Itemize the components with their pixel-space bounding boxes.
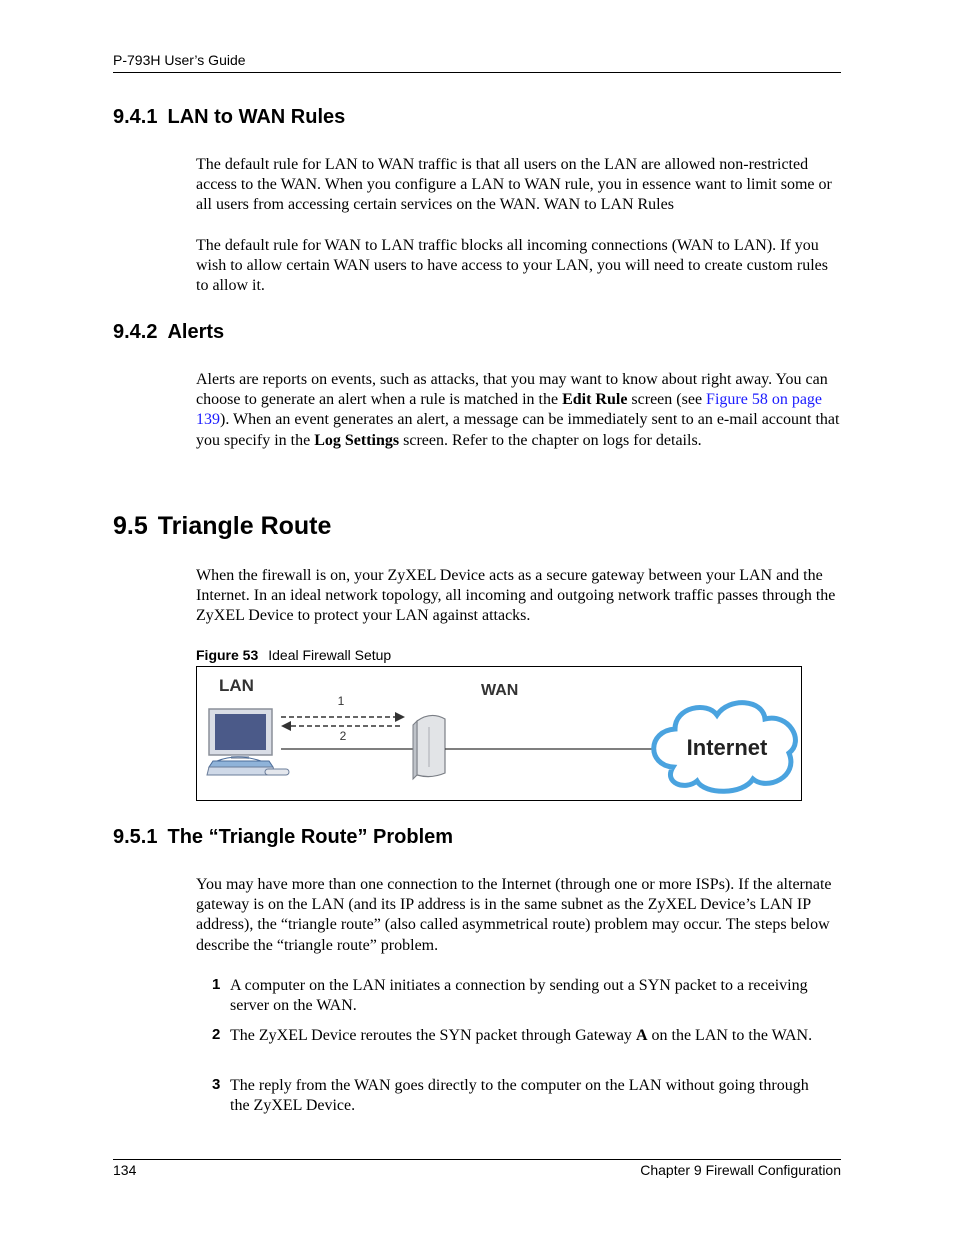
page-number: 134 (113, 1162, 137, 1178)
step-number: 1 (212, 976, 221, 993)
step-number: 3 (212, 1076, 221, 1093)
internet-label: Internet (686, 735, 768, 760)
figure-58-link[interactable]: Figure 58 on page 139 (196, 391, 823, 429)
section-heading-9-5-1: 9.5.1 The “Triangle Route” Problem (113, 826, 454, 848)
arrow-2-label: 2 (339, 729, 347, 743)
chapter-title: Chapter 9 Firewall Configuration (640, 1162, 841, 1178)
step-number: 2 (212, 1026, 221, 1043)
paragraph-triangle-route: When the firewall is on, your ZyXEL Device acts as a secure gateway between your LAN and the Internet. In an ideal network topology, all incoming and outgoing network traffic passes through the ZyXEL Device to protect your LAN against attacks. (196, 567, 836, 625)
paragraph-lan-to-wan-2: The default rule for WAN to LAN traffic blocks all incoming connections (WAN to LAN). If you wish to allow certain WAN users to have access to your LAN, you will need to create custom rules to allow it. (196, 237, 828, 295)
ideal-firewall-figure (196, 666, 802, 801)
step-text: The reply from the WAN goes directly to the computer on the LAN without going through the ZyXEL Device. (230, 1077, 809, 1115)
zyxel-device-icon (413, 715, 445, 779)
internet-cloud-icon (654, 703, 796, 792)
step-text: The ZyXEL Device reroutes the SYN packet through Gateway A on the LAN to the WAN. (230, 1027, 813, 1044)
step-text: A computer on the LAN initiates a connection by sending out a SYN packet to a receiving server on the WAN. (230, 977, 808, 1015)
section-heading-9-4-1: 9.4.1 LAN to WAN Rules (113, 106, 346, 128)
computer-icon (207, 709, 289, 775)
paragraph-lan-to-wan-1: The default rule for LAN to WAN traffic is that all users on the LAN are allowed non-restricted access to the WAN. When you configure a LAN to WAN rule, you in essence want to limit some or all users from accessing certain services on the WAN. WAN to LAN Rules (196, 156, 832, 214)
paragraph-triangle-problem: You may have more than one connection to the Internet (through one or more ISPs). If the alternate gateway is on the LAN (and its IP address is in the same subnet as the ZyXEL Device’s LAN IP address), the “triangle route” (also called asymmetrical route) problem may occur. The steps below describe the “triangle route” problem. (196, 876, 832, 954)
header-rule (113, 72, 841, 73)
paragraph-alerts: Alerts are reports on events, such as attacks, that you may want to know about right away. You can choose to generate an alert when a rule is matched in the Edit Rule screen (see Figure 58 on page 139). When an event generates an alert, a message can be immediately sent to an e-mail account that you specify in the Log Settings screen. Refer to the chapter on logs for details. (196, 371, 840, 449)
footer-rule (113, 1159, 841, 1160)
section-heading-9-4-2: 9.4.2 Alerts (113, 321, 225, 343)
section-heading-9-5: 9.5 Triangle Route (113, 512, 332, 540)
lan-label: LAN (219, 676, 254, 695)
figure-caption: Figure 53 Ideal Firewall Setup (196, 647, 392, 663)
arrow-1-label: 1 (337, 694, 345, 708)
running-header: P-793H User’s Guide (113, 52, 246, 68)
wan-label: WAN (481, 682, 519, 699)
